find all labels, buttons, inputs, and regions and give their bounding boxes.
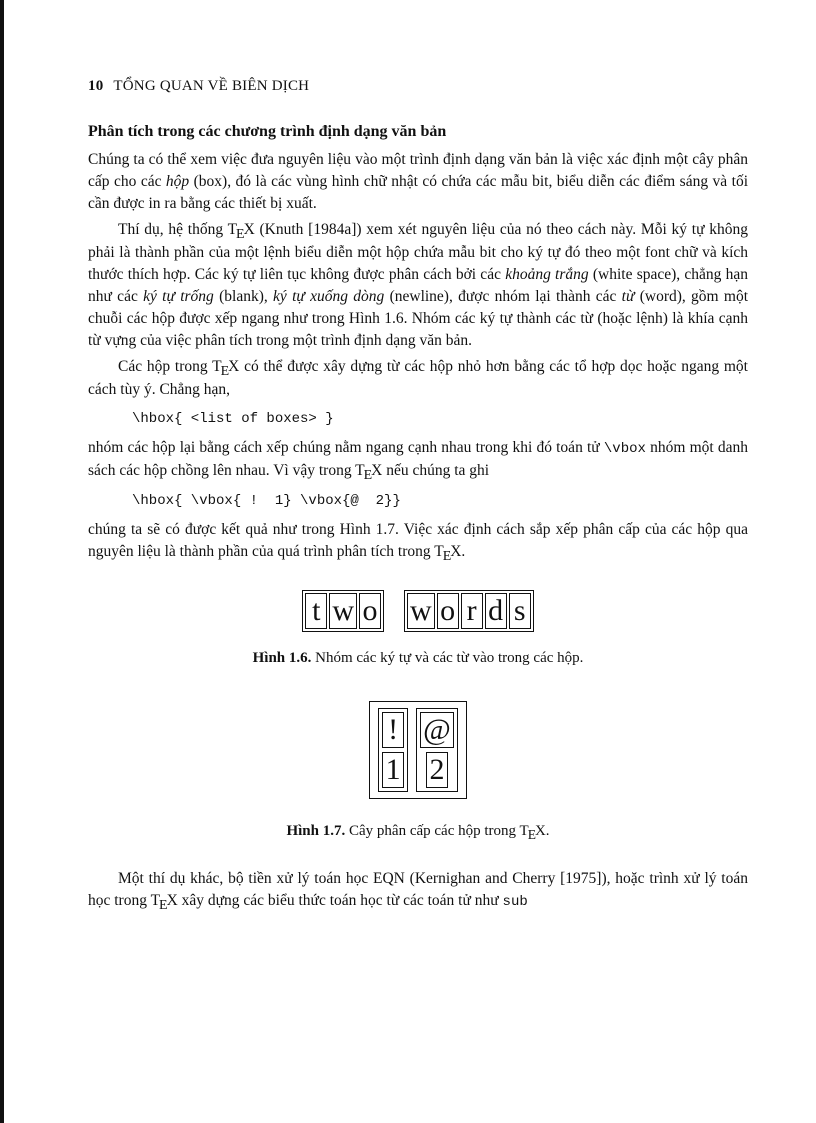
document-page [88, 78, 748, 913]
figure-1-6 [88, 590, 748, 667]
tex-x: X [450, 543, 462, 560]
char-box: 2 [426, 752, 448, 788]
word-boxes [302, 590, 533, 632]
tex-x: X [166, 892, 178, 909]
tex-t: T [150, 892, 161, 909]
tex-e: E [527, 827, 536, 842]
char-box: o [359, 593, 381, 629]
emphasis: khoảng trắng [505, 266, 589, 283]
text: chúng ta sẽ có được kết quả như trong Hình 1.7. Việc xác định cách sắp xếp phân cấp của các hộp qua nguyên liệu là thành phần của quá trình phân tích trong [88, 521, 748, 560]
char-box: o [437, 593, 459, 629]
text: nhóm các hộp lại bằng cách xếp chúng nằm ngang cạnh nhau trong khi đó toán tử [88, 439, 604, 456]
char-box: @ [420, 712, 454, 748]
tex-logo [212, 358, 240, 379]
caption-label: Hình 1.6. [252, 650, 312, 666]
tex-t: T [355, 462, 365, 479]
emphasis: từ [621, 288, 635, 305]
text: Các hộp trong [118, 358, 213, 375]
code-example-2: \hbox{ \vbox{ ! 1} \vbox{@ 2}} [132, 493, 401, 509]
vbox-left [378, 708, 408, 792]
text: Thí dụ, hệ thống [118, 221, 228, 238]
char-box: w [407, 593, 435, 629]
inline-code: \vbox [603, 441, 646, 457]
tex-e: E [236, 227, 245, 242]
code-example-1: \hbox{ <list of boxes> } [132, 411, 334, 427]
emphasis: ký tự xuống dòng [273, 288, 385, 305]
text: . [461, 543, 466, 560]
running-header [88, 78, 748, 95]
text: (white space), chẳng hạn như các [88, 266, 749, 305]
word-box-words [404, 590, 534, 632]
text: Một thí dụ khác, bộ tiền xử lý toán học EQN (Kernighan and Cherry [1975]), hoặc trình xử lý toán học trong [88, 870, 748, 909]
emphasis: ký tự trống [143, 288, 214, 305]
tex-e: E [159, 898, 168, 913]
running-title: TỔNG QUAN VỀ BIÊN DỊCH [113, 78, 310, 94]
tex-logo [519, 823, 546, 842]
char-box: s [509, 593, 531, 629]
caption-text: Nhóm các ký tự và các từ vào trong các hộp. [311, 650, 584, 666]
text: (box), đó là các vùng hình chữ nhật có chứa các mẫu bit, biểu diễn các điểm sáng và tối cần được in ra bằng các thiết bị xuất. [88, 173, 748, 212]
tex-e: E [363, 468, 373, 483]
tex-logo [355, 462, 383, 483]
char-box: w [329, 593, 357, 629]
char-box: 1 [382, 752, 404, 788]
figure-1-7 [88, 701, 748, 840]
tex-x: X [534, 823, 546, 839]
tex-t: T [227, 221, 238, 238]
text: Chúng ta có thể xem việc đưa nguyên liệu vào một trình định dạng văn bản là việc xác định một cây phân cấp cho các [88, 151, 748, 190]
tex-x: X [371, 462, 383, 479]
char-box: d [485, 593, 507, 629]
section-title: Phân tích trong các chương trình định dạng văn bản [88, 123, 447, 140]
caption-text: Cây phân cấp các hộp trong [345, 823, 520, 839]
text: (Knuth [1984a]) xem xét nguyên liệu của nó theo cách này. Mỗi ký tự không phải là thành phần của một lệnh biểu diễn một hộp chứa mẫu bit cho ký tự đó theo một font chữ và kích thước thích hợp. Các ký tự liên tục không được phân cách bởi các [88, 221, 748, 283]
text: nhóm một danh sách các hộp chồng lên nhau. Vì vậy trong [88, 439, 748, 479]
figure-caption [88, 823, 748, 840]
hbox-outer [369, 701, 467, 799]
tex-t: T [212, 358, 222, 375]
emphasis: hộp [165, 173, 190, 190]
char-box: t [305, 593, 327, 629]
tex-e: E [442, 549, 452, 564]
tex-x: X [228, 358, 240, 375]
text: (word), gồm một chuỗi các hộp được xếp ngang như trong Hình 1.6. Nhóm các ký tự thành các từ (hoặc lệnh) là khía cạnh từ vựng của việc phân tích trong một trình định dạng văn bản. [88, 288, 749, 349]
text: (newline), được nhóm lại thành các [384, 288, 622, 305]
paragraph-5 [88, 519, 748, 564]
figure-caption [88, 650, 748, 667]
tex-t: T [519, 823, 529, 839]
tex-e: E [220, 364, 230, 379]
text: nếu chúng ta ghi [382, 462, 490, 479]
char-box: ! [382, 712, 404, 748]
text: xây dựng các biểu thức toán học từ các toán tử như [177, 892, 503, 909]
caption-label: Hình 1.7. [286, 823, 346, 839]
paragraph-1 [88, 149, 748, 215]
paragraph-3 [88, 356, 748, 401]
tex-t: T [434, 543, 444, 560]
text: (blank), [213, 288, 274, 305]
tex-logo [150, 892, 178, 913]
vbox-right [416, 708, 458, 792]
paragraph-2 [88, 219, 748, 352]
char-box: r [461, 593, 483, 629]
inline-code: sub [502, 894, 528, 910]
paragraph-4 [88, 437, 748, 483]
tex-logo [434, 543, 462, 564]
paragraph-6 [88, 868, 748, 913]
tex-logo [227, 221, 255, 242]
page-number: 10 [88, 78, 104, 94]
text: có thể được xây dựng từ các hộp nhỏ hơn bằng các tổ hợp dọc hoặc ngang một cách tùy ý. Chẳng hạn, [88, 358, 748, 398]
tex-x: X [243, 221, 255, 238]
caption-text: . [545, 823, 550, 839]
page-edge [0, 0, 4, 1123]
word-box-two [302, 590, 384, 632]
